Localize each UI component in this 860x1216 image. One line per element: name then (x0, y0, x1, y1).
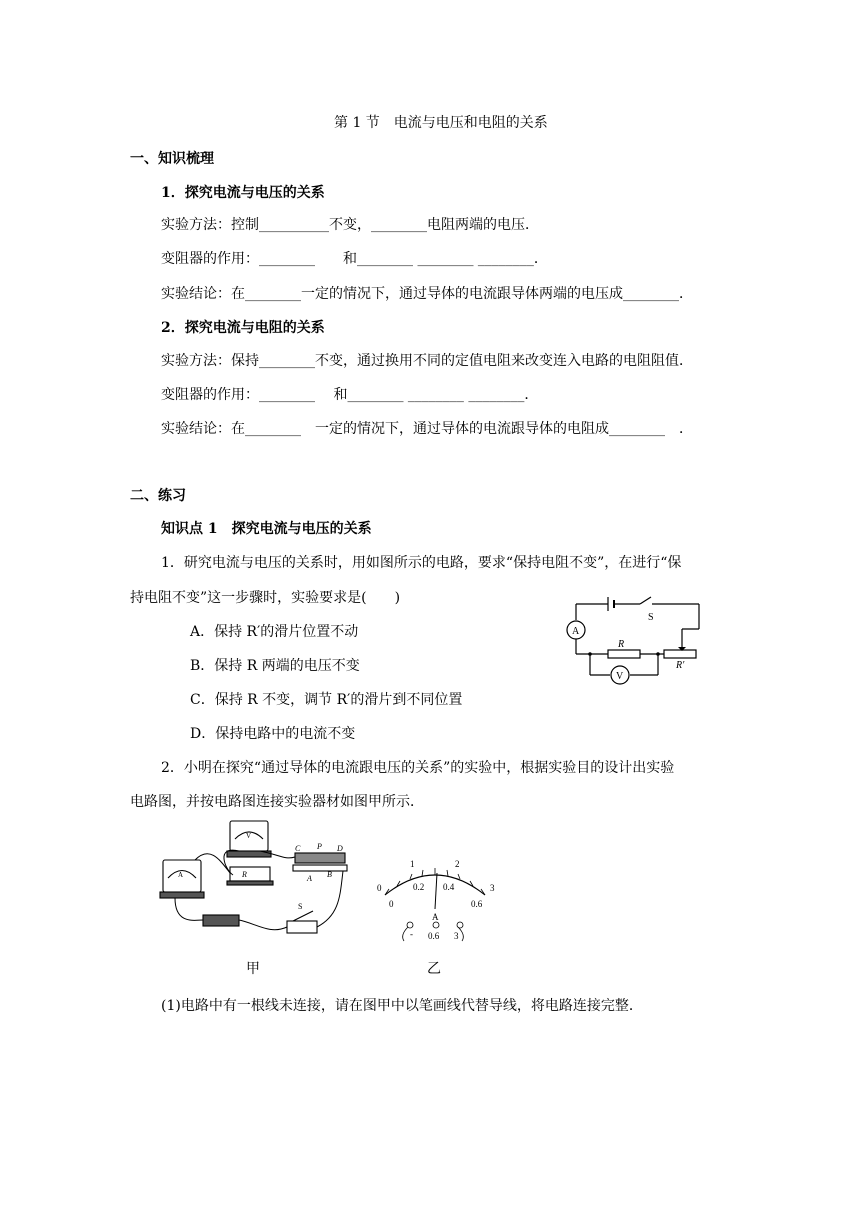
section-heading-practice: 二、练习 (130, 488, 186, 504)
dial-bottom-0: 0 (389, 899, 394, 909)
sub-heading-current-resistance: 2．探究电流与电阻的关系 (161, 320, 325, 336)
knowledge-point-1: 知识点 1 探究电流与电压的关系 (161, 521, 372, 537)
question-1-stem-line2: 持电阻不变”这一步骤时，实验要求是( ) (130, 590, 401, 606)
dial-bottom-02: 0.2 (413, 882, 425, 892)
dial-top-1: 1 (410, 859, 415, 869)
question-2-part-1: (1)电路中有一根线未连接，请在图甲中以笔画线代替导线，将电路连接完整． (161, 998, 643, 1014)
dial-top-3: 3 (490, 883, 495, 893)
method-line-2: 实验方法：保持________不变，通过换用不同的定值电阻来改变连入电路的电阻阻值． (161, 353, 693, 369)
rheostat-label: R′ (676, 660, 685, 671)
question-1-option-c: C．保持 R 不变，调节 R′的滑片到不同位置 (190, 692, 463, 708)
app-label-voltmeter: V (246, 832, 252, 840)
app-label-resistor: R (242, 870, 247, 879)
conclusion-line-1: 实验结论：在________一定的情况下，通过导体的电流跟导体两端的电压成________． (161, 286, 693, 302)
page-title: 第 1 节 电流与电压和电阻的关系 (334, 115, 548, 131)
app-label-p: P (317, 842, 322, 851)
conclusion-line-2: 实验结论：在________ 一定的情况下，通过导体的电流跟导体的电阻成________ ． (161, 421, 693, 437)
switch-label: S (648, 612, 654, 623)
dial-bottom-06: 0.6 (471, 899, 483, 909)
terminal-06: 0.6 (428, 931, 440, 941)
rheostat-line-2: 变阻器的作用：________ 和________ ________ ________． (161, 387, 539, 403)
terminal-minus: - (410, 929, 413, 939)
terminal-3: 3 (454, 931, 459, 941)
question-2-stem-line2: 电路图，并按电路图连接实验器材如图甲所示． (130, 794, 424, 810)
method-line-1: 实验方法：控制__________不变，________电阻两端的电压． (161, 217, 539, 233)
meter-dial-figure (370, 855, 500, 945)
question-1-option-d: D．保持电路中的电流不变 (190, 726, 356, 742)
dial-top-2: 2 (455, 859, 460, 869)
app-label-d: D (337, 844, 343, 853)
figure-yi-label: 乙 (427, 961, 441, 977)
app-label-ammeter: A (178, 871, 184, 879)
app-label-b: B (327, 870, 332, 879)
ammeter-label: A (572, 626, 580, 637)
question-1-option-a: A．保持 R′的滑片位置不动 (190, 624, 359, 640)
circuit-diagram (560, 592, 710, 692)
section-heading-knowledge: 一、知识梳理 (130, 151, 214, 167)
resistor-label: R (618, 639, 625, 650)
rheostat-line-1: 变阻器的作用：________ 和________ ________ ________． (161, 251, 548, 267)
dial-bottom-04: 0.4 (443, 882, 455, 892)
figure-jia-label: 甲 (246, 961, 260, 977)
apparatus-figure (155, 815, 360, 945)
sub-heading-current-voltage: 1．探究电流与电压的关系 (161, 185, 325, 201)
app-label-a: A (307, 874, 312, 883)
app-label-c: C (295, 844, 301, 853)
question-2-stem-line1: 2．小明在探究“通过导体的电流跟电压的关系”的实验中，根据实验目的设计出实验 (161, 760, 675, 776)
voltmeter-label: V (616, 671, 624, 682)
dial-unit: A (432, 912, 439, 922)
dial-top-0: 0 (377, 883, 382, 893)
question-1-stem-line1: 1．研究电流与电压的关系时，用如图所示的电路，要求“保持电阻不变”，在进行“保 (161, 555, 682, 571)
app-label-s: S (298, 902, 303, 911)
question-1-option-b: B．保持 R 两端的电压不变 (190, 658, 360, 674)
